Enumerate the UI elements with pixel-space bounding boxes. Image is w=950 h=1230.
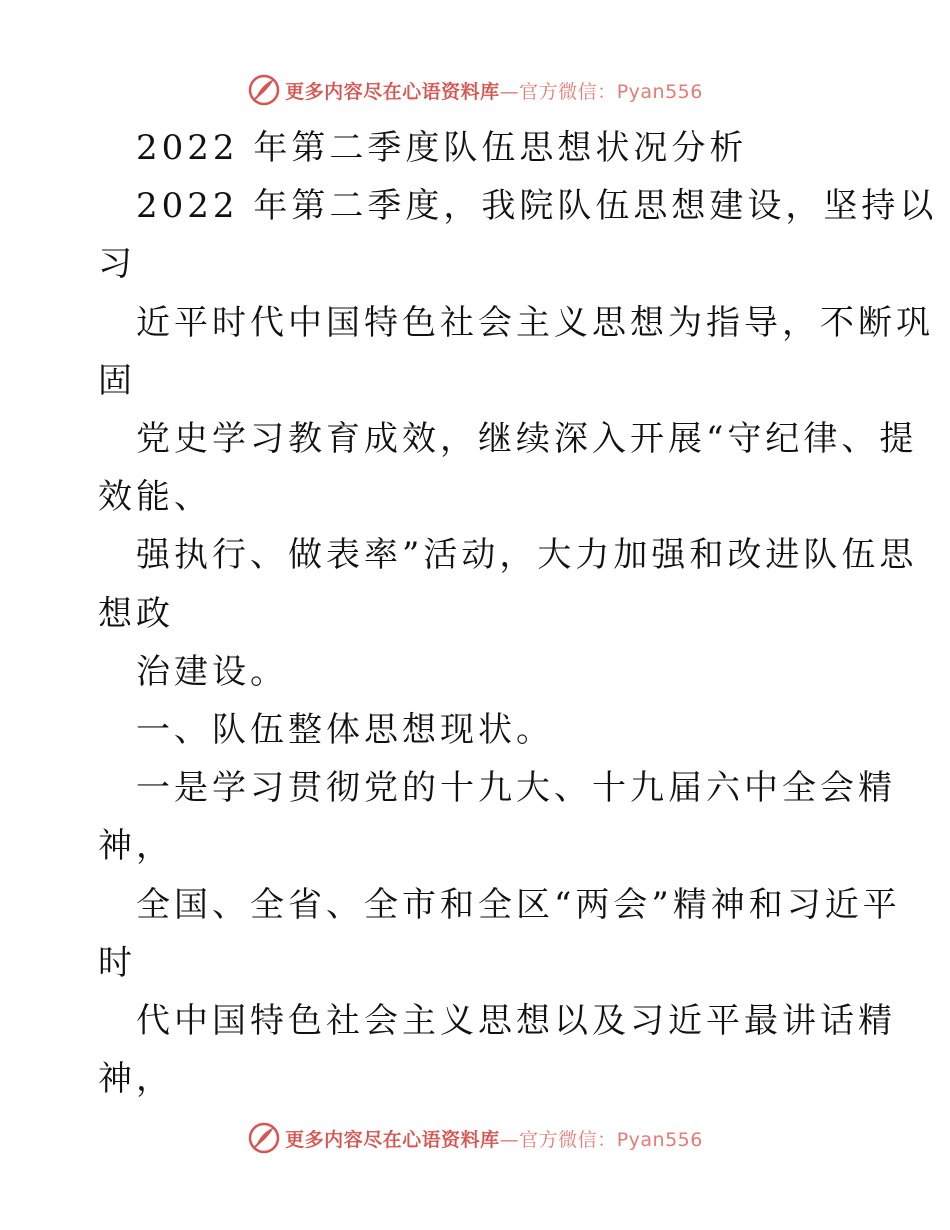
header-watermark [0, 70, 950, 110]
feather-logo-icon [247, 1121, 281, 1155]
paragraph-line: 一是学习贯彻党的十九大、十九届六中全会精 [136, 768, 896, 808]
watermark-main-text: 更多内容尽在心语资料库 [285, 1128, 500, 1151]
paragraph-line: 效能、 [98, 477, 212, 517]
paragraph-line: 近平时代中国特色社会主义思想为指导，不断巩 [136, 303, 934, 343]
paragraph-line: 强执行、做表率”活动，大力加强和改进队伍思 [136, 535, 918, 575]
paragraph-line: 代中国特色社会主义思想以及习近平最讲话精 [136, 1001, 896, 1041]
watermark-dash-text: —官方微信： [499, 80, 617, 103]
section-heading: 一、队伍整体思想现状。 [136, 710, 554, 750]
paragraph-line: 想政 [98, 594, 174, 634]
footer-watermark [0, 1118, 950, 1158]
paragraph-line: 2022 年第二季度，我院队伍思想建设，坚持以 [136, 186, 938, 226]
paragraph-line: 习 [98, 244, 136, 284]
paragraph-line: 全国、全省、全市和全区“两会”精神和习近平 [136, 885, 901, 925]
paragraph-line: 神， [98, 826, 174, 866]
paragraph-line: 神， [98, 1059, 174, 1099]
paragraph-line: 党史学习教育成效，继续深入开展“守纪律、提 [136, 419, 918, 459]
watermark-id-text: Pyan556 [616, 1128, 703, 1151]
feather-logo-icon [247, 73, 281, 107]
paragraph-line: 时 [98, 943, 136, 983]
watermark-dash-text: —官方微信： [499, 1128, 617, 1151]
document-title: 2022 年第二季度队伍思想状况分析 [136, 128, 748, 168]
watermark-id-text: Pyan556 [616, 80, 703, 103]
paragraph-line: 固 [98, 361, 136, 401]
watermark-main-text: 更多内容尽在心语资料库 [285, 80, 500, 103]
paragraph-line: 治建设。 [136, 652, 288, 692]
